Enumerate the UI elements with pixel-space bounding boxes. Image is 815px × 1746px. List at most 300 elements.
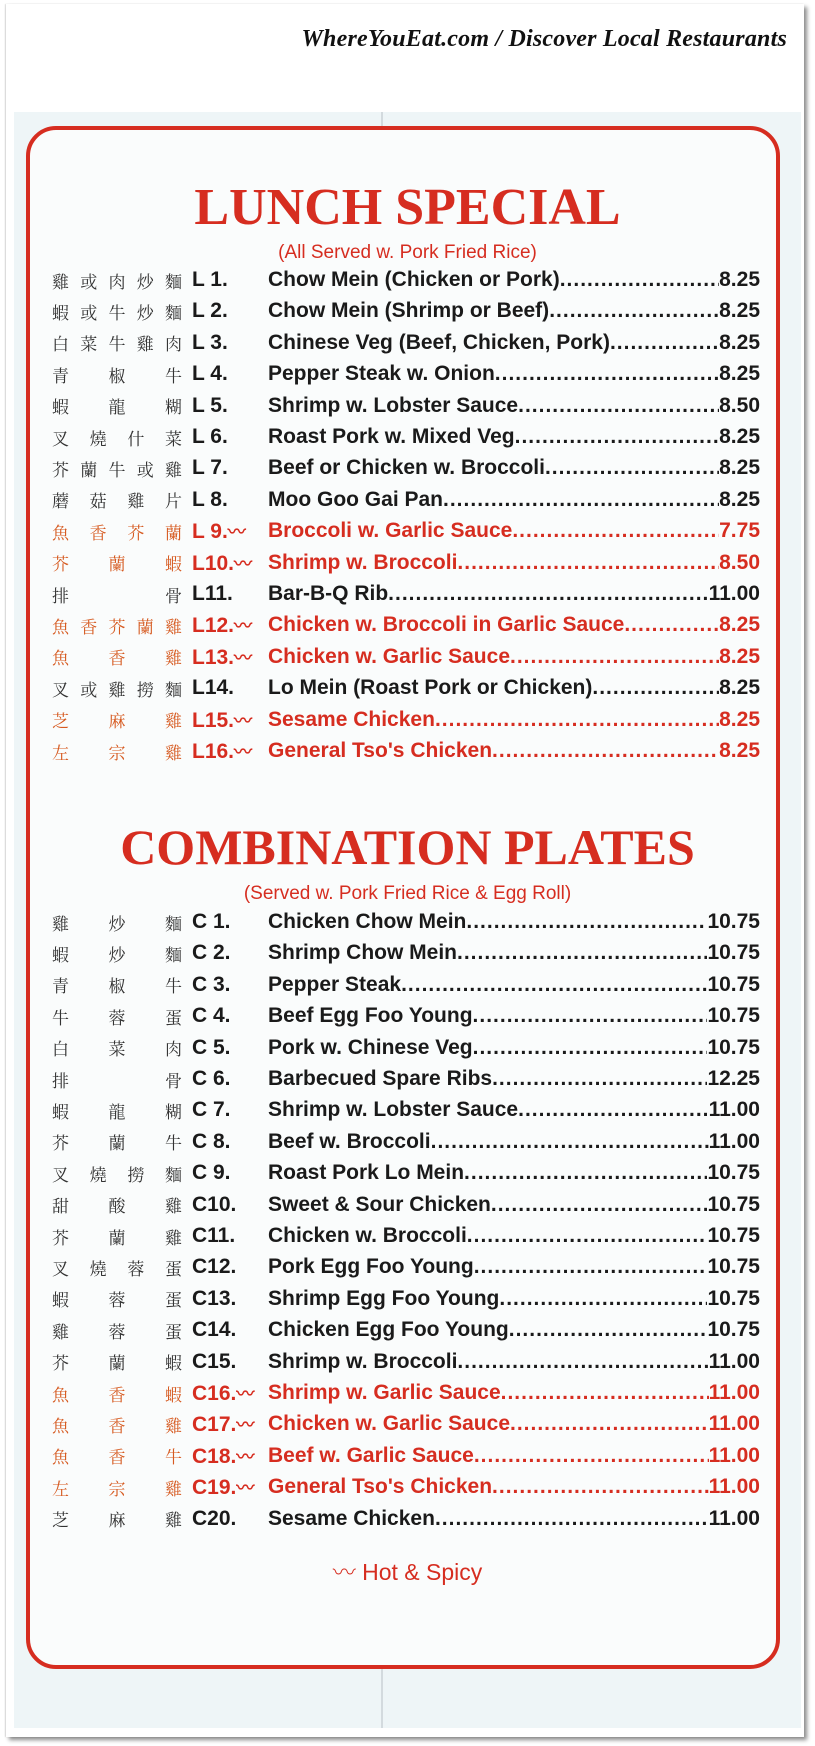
menu-item-row: [52, 1127, 760, 1157]
item-price: 8.25: [719, 676, 760, 700]
chinese-name: [52, 1067, 182, 1092]
item-code-text: C 9.: [192, 1161, 231, 1185]
chinese-character: 雞: [165, 1511, 182, 1532]
chinese-character: 燒: [89, 1259, 107, 1280]
chinese-name: [52, 972, 182, 997]
item-price: 10.75: [707, 1004, 760, 1028]
chinese-character: 炒: [136, 303, 154, 324]
menu-item-row: [52, 1190, 760, 1220]
dot-leader: [510, 1412, 709, 1436]
pepper-icon: 〰: [236, 1415, 255, 1436]
item-code-text: L13.: [192, 645, 235, 669]
chinese-character: 牛: [165, 366, 182, 387]
menu-item-row: [52, 265, 760, 295]
item-name: Shrimp w. Broccoli: [268, 550, 458, 574]
chinese-character: 牛: [165, 1134, 182, 1155]
item-name: Chicken w. Broccoli: [268, 1224, 467, 1247]
chinese-character: 酸: [108, 1197, 126, 1218]
item-price: 10.75: [707, 1318, 760, 1342]
item-price: 8.25: [719, 739, 760, 762]
site-header: WhereYouEat.com / Discover Local Restaurants: [301, 26, 787, 52]
chinese-name: [52, 1161, 182, 1186]
chinese-character: 或: [80, 272, 98, 293]
chinese-character: 肉: [108, 272, 126, 293]
pepper-icon: 〰: [234, 616, 253, 637]
chinese-character: 叉: [52, 1259, 69, 1280]
dot-leader: [501, 1381, 709, 1405]
chinese-name: [52, 707, 182, 732]
item-code: [192, 268, 268, 292]
item-code-text: C 5.: [192, 1035, 231, 1059]
chinese-name: [52, 330, 182, 355]
dot-leader: [435, 1507, 709, 1531]
chinese-character: 雞: [165, 743, 182, 764]
item-price: 8.25: [719, 456, 760, 480]
dot-leader: [464, 1161, 707, 1185]
chinese-name: [52, 1506, 182, 1531]
chinese-character: 蓉: [108, 1322, 126, 1343]
menu-item-row: [52, 1347, 760, 1377]
item-name: Shrimp w. Lobster Sauce: [268, 1098, 519, 1122]
chinese-character: 蓉: [108, 1291, 126, 1312]
item-code: [192, 1474, 268, 1500]
item-code: [192, 738, 268, 764]
menu-item-row: [52, 1252, 760, 1282]
item-code: [192, 362, 268, 386]
chinese-name: [52, 910, 182, 935]
item-code-text: C19.: [192, 1476, 237, 1500]
dot-leader: [467, 1224, 708, 1248]
menu-item-row: [52, 485, 760, 515]
dot-leader: [515, 425, 719, 449]
item-price: 10.75: [707, 1286, 760, 1310]
chinese-character: 雞: [108, 680, 126, 701]
lunch-special-title: LUNCH SPECIAL: [194, 179, 621, 236]
item-code-text: L 6.: [192, 425, 228, 448]
menu-item-row: [52, 705, 760, 735]
dot-leader: [401, 973, 707, 997]
chinese-name: [52, 456, 182, 481]
item-code-text: C16.: [192, 1382, 237, 1405]
item-code-text: L 9.: [192, 520, 228, 544]
chinese-character: 蝦: [165, 555, 182, 576]
chinese-name: [52, 1004, 182, 1029]
chinese-character: 炒: [108, 914, 126, 935]
item-name: Chow Mein (Shrimp or Beef): [268, 299, 550, 323]
chinese-character: 燒: [89, 1165, 107, 1186]
chinese-character: 青: [52, 366, 69, 387]
chinese-character: 芥: [108, 617, 126, 638]
chinese-name: [52, 268, 182, 293]
item-name: Bar-B-Q Rib: [268, 582, 389, 605]
item-name: Chicken Chow Mein: [268, 910, 467, 933]
combination-plates-title: COMBINATION PLATES: [120, 819, 695, 875]
item-code-text: C18.: [192, 1444, 237, 1468]
chinese-character: 蝦: [52, 945, 69, 966]
dot-leader: [492, 739, 719, 763]
chinese-character: 雞: [165, 1416, 182, 1437]
chinese-character: 雞: [136, 335, 154, 356]
chinese-character: 蛋: [164, 1259, 182, 1280]
item-code: [192, 1161, 268, 1185]
menu-item-row: [52, 1409, 760, 1439]
chinese-character: 魚: [52, 1416, 69, 1437]
item-name: Beef w. Garlic Sauce: [268, 1443, 474, 1467]
item-code-text: C 6.: [192, 1067, 231, 1090]
item-price: 11.00: [708, 1475, 760, 1499]
chinese-character: 宗: [108, 1479, 126, 1500]
chinese-character: 骨: [165, 586, 182, 607]
item-code: [192, 1224, 268, 1248]
chinese-name: [52, 393, 182, 418]
chinese-character: 牛: [108, 335, 126, 356]
menu-item-row: [52, 1441, 760, 1471]
chinese-name: [52, 1286, 182, 1311]
item-code-text: C 7.: [192, 1098, 231, 1122]
chinese-character: 麻: [108, 1511, 126, 1532]
item-price: 8.25: [719, 330, 760, 354]
chinese-character: 白: [52, 1040, 69, 1061]
item-name: Roast Pork Lo Mein: [268, 1161, 465, 1185]
chinese-character: 牛: [165, 1448, 182, 1469]
item-name: Broccoli w. Garlic Sauce: [268, 519, 513, 543]
item-code: [192, 612, 268, 638]
chinese-character: 椒: [108, 366, 126, 387]
chinese-character: 排: [52, 1071, 69, 1092]
item-code-text: L10.: [192, 551, 235, 575]
chinese-character: 骨: [165, 1071, 182, 1092]
menu-item-row: [52, 1001, 760, 1031]
item-name: Shrimp w. Garlic Sauce: [268, 1381, 501, 1404]
item-code-text: C12.: [192, 1255, 237, 1279]
chinese-character: 龍: [108, 1102, 126, 1123]
item-price: 12.25: [707, 1067, 760, 1090]
chinese-character: 左: [52, 743, 69, 764]
chinese-character: 或: [80, 303, 98, 324]
chinese-character: 芥: [52, 1354, 69, 1375]
chinese-character: 叉: [52, 680, 69, 701]
item-name: Barbecued Spare Ribs: [268, 1067, 493, 1090]
menu-item-row: [52, 391, 760, 421]
item-price: 8.25: [719, 487, 760, 511]
chinese-character: 蛋: [165, 1291, 182, 1312]
item-price: 10.75: [707, 1035, 760, 1059]
dot-leader: [473, 1004, 708, 1028]
chinese-character: 牛: [165, 977, 182, 998]
menu-item-row: [52, 579, 760, 609]
item-name: Pork w. Chinese Veg: [268, 1035, 473, 1059]
chinese-character: 蝦: [52, 1291, 69, 1312]
item-price: 8.25: [719, 299, 760, 323]
menu-item-row: [52, 328, 760, 358]
chinese-character: 香: [80, 617, 98, 638]
item-code: [192, 707, 268, 733]
item-price: 8.25: [719, 707, 760, 731]
chinese-name: [52, 1412, 182, 1437]
item-name: General Tso's Chicken: [268, 739, 493, 762]
chinese-character: 什: [127, 429, 145, 450]
chinese-character: 糊: [165, 398, 182, 419]
chinese-character: 魚: [52, 1448, 69, 1469]
chinese-character: 撈: [127, 1165, 145, 1186]
dot-leader: [443, 488, 719, 512]
chinese-name: [52, 362, 182, 387]
item-code-text: C15.: [192, 1349, 237, 1373]
item-price: 10.75: [707, 910, 760, 933]
item-price: 8.50: [719, 550, 760, 574]
item-code: [192, 488, 268, 512]
chinese-character: 芝: [52, 712, 69, 733]
dot-leader: [518, 1098, 708, 1122]
menu-item-row: [52, 422, 760, 452]
chinese-character: 魚: [52, 649, 69, 670]
item-code: [192, 582, 268, 606]
chinese-character: 雞: [165, 1228, 182, 1249]
chinese-character: 雞: [165, 460, 182, 481]
item-code: [192, 1067, 268, 1091]
dot-leader: [474, 1255, 708, 1279]
item-code: [192, 299, 268, 323]
chinese-character: 麻: [108, 712, 126, 733]
item-code-text: L12.: [192, 614, 235, 638]
dot-leader: [491, 1193, 708, 1217]
item-price: 10.75: [707, 1161, 760, 1185]
item-code-text: C20.: [192, 1506, 237, 1530]
menu-item-row: [52, 516, 760, 546]
chinese-character: 蛋: [165, 1008, 182, 1029]
item-price: 11.00: [708, 582, 760, 605]
item-code: [192, 1380, 268, 1406]
pepper-icon: 〰: [234, 553, 253, 574]
chinese-character: 麵: [165, 272, 182, 293]
menu-item-row: [52, 907, 760, 937]
item-name: Chow Mein (Chicken or Pork): [268, 268, 560, 291]
menu-item-row: [52, 1504, 760, 1534]
chinese-character: 蝦: [165, 1385, 182, 1406]
item-code-text: C 8.: [192, 1129, 231, 1153]
chinese-character: 麵: [165, 680, 182, 701]
item-name: Pork Egg Foo Young: [268, 1255, 474, 1279]
item-code: [192, 941, 268, 965]
item-name: Beef w. Broccoli: [268, 1129, 431, 1153]
item-code: [192, 644, 268, 670]
dot-leader: [388, 582, 708, 606]
item-price: 10.75: [707, 1255, 760, 1279]
chinese-character: 菇: [89, 492, 107, 513]
dot-leader: [509, 1318, 708, 1342]
dot-leader: [457, 551, 719, 575]
item-code: [192, 1130, 268, 1154]
item-price: 11.00: [708, 1098, 760, 1122]
item-name: Beef or Chicken w. Broccoli: [268, 456, 545, 480]
chinese-character: 白: [52, 335, 69, 356]
menu-item-row: [52, 1158, 760, 1188]
chinese-name: [52, 1129, 182, 1154]
chinese-character: 或: [136, 460, 154, 481]
chinese-character: 菜: [164, 429, 182, 450]
chinese-character: 菜: [80, 335, 98, 356]
item-code-text: C 1.: [192, 910, 231, 933]
chinese-name: [52, 676, 182, 701]
item-price: 8.25: [719, 362, 760, 386]
chinese-character: 蘭: [108, 1228, 126, 1249]
chinese-name: [52, 582, 182, 607]
menu-item-row: [52, 1315, 760, 1345]
pepper-icon: 〰: [236, 1446, 255, 1467]
item-name: Chicken w. Garlic Sauce: [268, 1412, 510, 1436]
lunch-special-subtitle: (All Served w. Pork Fried Rice): [278, 242, 537, 263]
chinese-character: 雞: [52, 1322, 69, 1343]
chinese-character: 雞: [165, 1197, 182, 1218]
item-code-text: L11.: [192, 582, 233, 605]
item-code-text: L 7.: [192, 456, 228, 480]
item-price: 11.00: [708, 1506, 760, 1530]
item-code: [192, 1004, 268, 1028]
chinese-character: 香: [108, 1448, 126, 1469]
chinese-name: [52, 1475, 182, 1500]
dot-leader: [492, 1067, 707, 1091]
chinese-character: 芥: [52, 1228, 69, 1249]
pepper-icon: 〰: [234, 647, 253, 668]
dot-leader: [560, 268, 719, 292]
item-code: [192, 456, 268, 480]
chinese-name: [52, 739, 182, 764]
menu-item-row: [52, 1221, 760, 1251]
menu-item-row: [52, 359, 760, 389]
item-code-text: C14.: [192, 1318, 237, 1342]
item-code-text: C 2.: [192, 941, 231, 965]
pepper-icon: 〰: [236, 1384, 255, 1404]
chinese-character: 牛: [52, 1008, 69, 1029]
chinese-character: 魚: [52, 523, 69, 544]
pepper-icon: 〰: [234, 710, 253, 731]
menu-item-row: [52, 1064, 760, 1094]
chinese-character: 蓉: [108, 1008, 126, 1029]
chinese-name: [52, 1349, 182, 1374]
item-price: 8.25: [719, 644, 760, 668]
dot-leader: [474, 1444, 709, 1468]
item-price: 10.75: [707, 972, 760, 996]
chinese-character: 麵: [165, 303, 182, 324]
dot-leader: [495, 362, 719, 386]
item-code: [192, 425, 268, 449]
item-code-text: L 3.: [192, 330, 228, 354]
chinese-character: 蘭: [108, 1134, 126, 1155]
dot-leader: [435, 708, 719, 732]
item-code-text: L16.: [192, 740, 235, 763]
item-price: 11.00: [708, 1381, 760, 1404]
chinese-name: [52, 1318, 182, 1343]
chinese-character: 香: [108, 649, 126, 670]
chinese-name: [52, 487, 182, 512]
chinese-character: 蘭: [136, 617, 154, 638]
chinese-character: 甜: [52, 1197, 69, 1218]
item-name: Lo Mein (Roast Pork or Chicken): [268, 676, 593, 700]
chinese-character: 蝦: [52, 1102, 69, 1123]
item-price: 8.25: [719, 425, 760, 448]
item-code-text: C11.: [192, 1224, 236, 1247]
dot-leader: [510, 645, 719, 669]
item-price: 8.50: [719, 393, 760, 417]
chinese-character: 或: [80, 680, 98, 701]
chinese-name: [52, 613, 182, 638]
chinese-character: 芥: [52, 555, 69, 576]
item-code: [192, 394, 268, 418]
menu-item-row: [52, 642, 760, 672]
chinese-character: 糊: [165, 1102, 182, 1123]
chinese-name: [52, 1255, 182, 1280]
chinese-character: 炒: [136, 272, 154, 293]
item-price: 10.75: [707, 941, 760, 965]
item-name: Chicken Egg Foo Young: [268, 1318, 509, 1342]
item-name: Pepper Steak w. Onion: [268, 362, 495, 386]
item-code-text: C 3.: [192, 972, 231, 996]
chinese-name: [52, 1098, 182, 1123]
dot-leader: [473, 1036, 708, 1060]
item-price: 8.25: [719, 613, 760, 637]
item-name: Shrimp w. Lobster Sauce: [268, 393, 519, 417]
hot-spicy-label: Hot & Spicy: [362, 1559, 483, 1585]
item-code: [192, 1036, 268, 1060]
item-name: Sweet & Sour Chicken: [268, 1192, 491, 1216]
menu-item-row: [52, 1378, 760, 1408]
dot-leader: [499, 1287, 707, 1311]
item-code: [192, 1255, 268, 1279]
item-name: Chinese Veg (Beef, Chicken, Pork): [268, 330, 610, 354]
pepper-icon: 〰: [227, 522, 246, 543]
chinese-character: 蓉: [127, 1259, 145, 1280]
chinese-character: 蘭: [108, 555, 126, 576]
item-code-text: L14.: [192, 676, 235, 700]
dot-leader: [518, 394, 719, 418]
menu-item-row: [52, 1472, 760, 1502]
item-code-text: C 4.: [192, 1004, 231, 1028]
item-price: 11.00: [708, 1412, 760, 1436]
chinese-character: 撈: [136, 680, 154, 701]
chinese-character: 雞: [52, 272, 69, 293]
item-code: [192, 676, 268, 700]
dot-leader: [466, 910, 707, 934]
chinese-character: 芥: [127, 523, 145, 544]
item-code: [192, 1193, 268, 1217]
item-code-text: L 5.: [192, 393, 228, 417]
item-code: [192, 331, 268, 355]
chinese-character: 雞: [127, 492, 145, 513]
chinese-character: 片: [164, 492, 182, 513]
pepper-icon: 〰: [234, 742, 253, 762]
chinese-character: 雞: [52, 914, 69, 935]
item-name: Roast Pork w. Mixed Veg: [268, 425, 515, 448]
chinese-character: 燒: [89, 429, 107, 450]
chinese-name: [52, 1224, 182, 1249]
chinese-name: [52, 425, 182, 450]
menu-item-row: [52, 1095, 760, 1125]
chinese-name: [52, 1192, 182, 1217]
item-code-text: L 8.: [192, 487, 228, 511]
item-name: Shrimp w. Broccoli: [268, 1349, 458, 1373]
chinese-character: 宗: [108, 743, 126, 764]
chinese-character: 麵: [164, 1165, 182, 1186]
item-price: 10.75: [707, 1192, 760, 1216]
chinese-character: 雞: [165, 1479, 182, 1500]
item-code: [192, 550, 268, 576]
menu-item-row: [52, 736, 760, 766]
combination-plates-subtitle: (Served w. Pork Fried Rice & Egg Roll): [243, 883, 572, 904]
item-code: [192, 1287, 268, 1311]
hot-spicy-legend: [0, 1554, 815, 1587]
chinese-character: 香: [108, 1416, 126, 1437]
menu-item-row: [52, 548, 760, 578]
